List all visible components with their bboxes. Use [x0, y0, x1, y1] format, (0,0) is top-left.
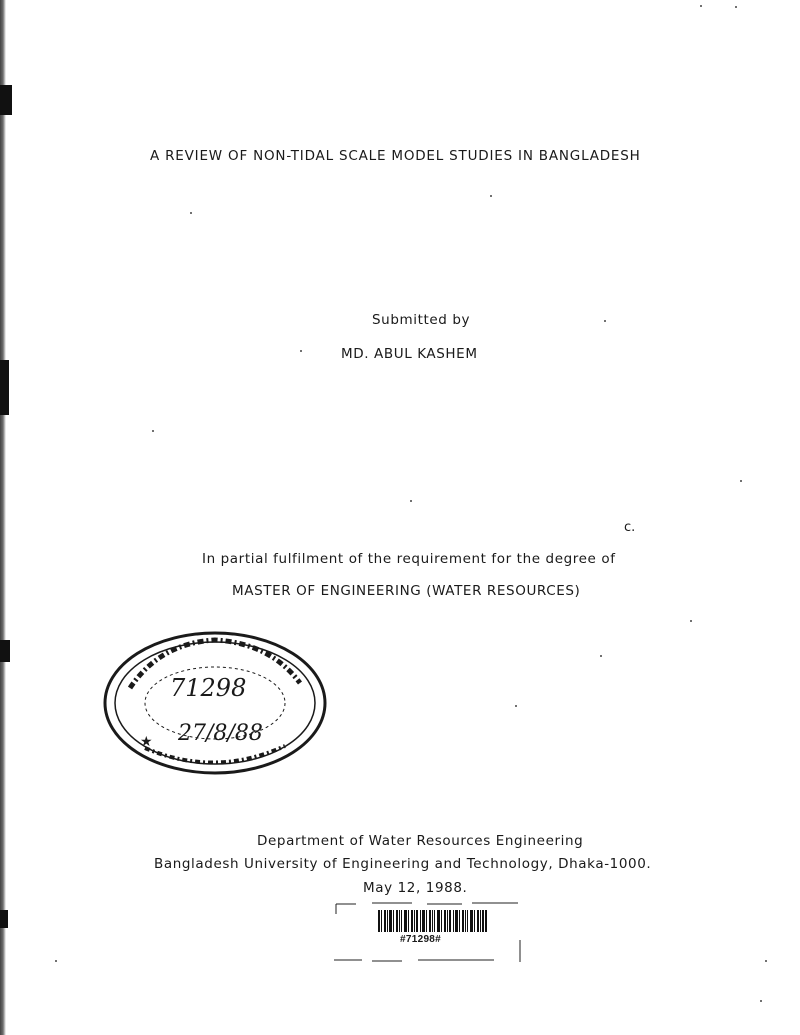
- barcode-icon: [378, 910, 488, 932]
- degree-name: MASTER OF ENGINEERING (WATER RESOURCES): [232, 583, 581, 599]
- stamp-number: 71298: [170, 674, 247, 702]
- binding-edge: [0, 0, 6, 1035]
- binding-mark: [0, 910, 8, 928]
- barcode-label-box: [332, 900, 524, 966]
- department-name: Department of Water Resources Engineering: [257, 833, 584, 849]
- university-name: Bangladesh University of Engineering and Technology, Dhaka-1000.: [154, 856, 652, 872]
- scan-speck: [152, 430, 154, 432]
- library-stamp: [100, 628, 330, 778]
- fulfilment-statement: In partial fulfilment of the requirement for the degree of: [202, 551, 616, 567]
- scan-speck: [600, 655, 602, 657]
- scan-speck: [765, 960, 767, 962]
- scan-speck: [410, 500, 412, 502]
- scan-speck: [515, 705, 517, 707]
- scan-speck: [735, 6, 737, 8]
- binding-mark: [0, 360, 9, 415]
- scan-speck: [740, 480, 742, 482]
- scan-speck: [300, 350, 302, 352]
- stamp-date: 27/8/88: [178, 721, 263, 746]
- binding-mark: [0, 85, 12, 115]
- author-name: MD. ABUL KASHEM: [341, 346, 478, 362]
- binding-mark: [0, 640, 10, 662]
- submission-date: May 12, 1988.: [363, 880, 468, 896]
- scan-speck: [604, 320, 606, 322]
- thesis-title: A REVIEW OF NON-TIDAL SCALE MODEL STUDIES IN BANGLADESH: [150, 148, 641, 164]
- scan-speck: [490, 195, 492, 197]
- barcode-number: #71298#: [400, 934, 442, 945]
- svg-text:★: ★: [140, 734, 153, 750]
- stray-mark: c.: [624, 520, 636, 535]
- scan-speck: [190, 212, 192, 214]
- scan-speck: [760, 1000, 762, 1002]
- scan-speck: [55, 960, 57, 962]
- submitted-by-label: Submitted by: [372, 312, 471, 328]
- scan-speck: [700, 5, 702, 7]
- scan-speck: [690, 620, 692, 622]
